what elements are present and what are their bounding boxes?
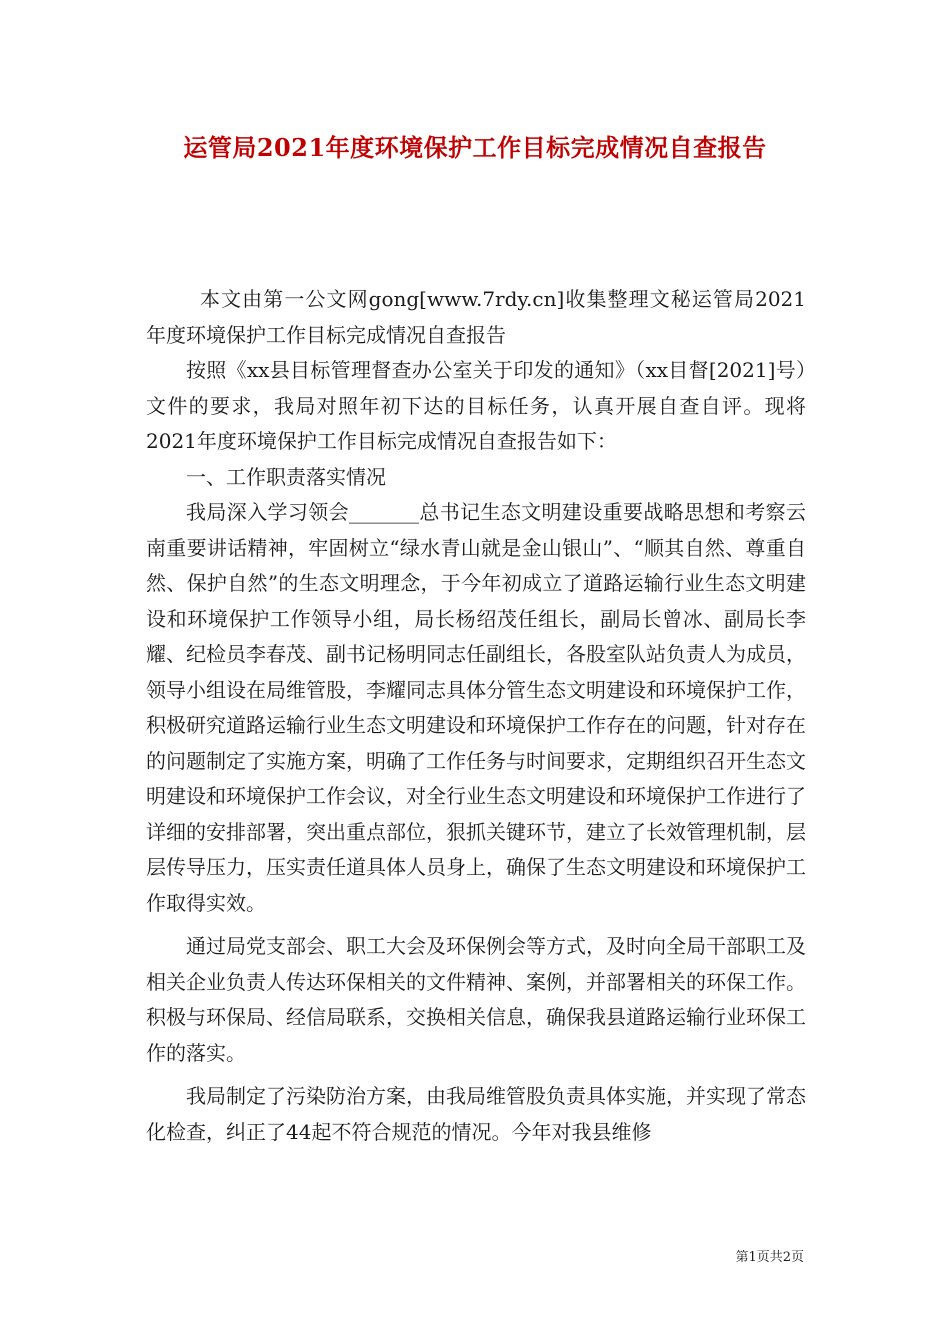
page-number: 第1页共2页 [735,1250,804,1265]
document-title: 运管局2021年度环境保护工作目标完成情况自查报告 [183,133,767,162]
paragraph-section-1-body: 我局深入学习领会_______总书记生态文明建设重要战略思想和考察云南重要讲话精神，牢固树立“绿水青山就是金山银山”、“顺其自然、尊重自然、保护自然”的生态文明理念，于今年初成立了道路运输行业生态文明建设和环境保护工作领导小组，局长杨绍茂任组长，副局长曾冰、副局长李耀、纪检员李春茂、副书记杨明同志任副组长，各股室队站负责人为成员，领导小组设在局维管股，李耀同志具体分管生态文明建设和环境保护工作，积极研究道路运输行业生态文明建设和环境保护工作存在的问题，针对存在的问题制定了实施方案，明确了工作任务与时间要求，定期组织召开生态文明建设和环境保护工作会议，对全行业生态文明建设和环境保护工作进行了详细的安排部署，突出重点部位，狠抓关键环节，建立了长效管理机制，层层传导压力，压实责任道具体人员身上，确保了生态文明建设和环境保护工作取得实效。 [146,500,806,915]
paragraph-intro: 按照《xx县目标管理督查办公室关于印发的通知》（xx目督[2021]号）文件的要求，我局对照年初下达的目标任务，认真开展自查自评。现将2021年度环境保护工作目标完成情况自查报告如下： [146,358,806,453]
paragraph-source-note: 本文由第一公文网gong[www.7rdy.cn]收集整理文秘运管局2021年度环境保护工作目标完成情况自查报告 [146,287,806,347]
paragraph-meetings: 通过局党支部会、职工大会及环保例会等方式，及时向全局干部职工及相关企业负责人传达环保相关的文件精神、案例，并部署相关的环保工作。积极与环保局、经信局联系，交换相关信息，确保我县道路运输行业环保工作的落实。 [146,934,806,1065]
document-body [146,282,806,1150]
section-heading-1: 一、工作职责落实情况 [186,464,386,489]
paragraph-pollution-plan: 我局制定了污染防治方案，由我局维管股负责具体实施，并实现了常态化检查，纠正了44起不符合规范的情况。今年对我县维修 [146,1084,806,1144]
